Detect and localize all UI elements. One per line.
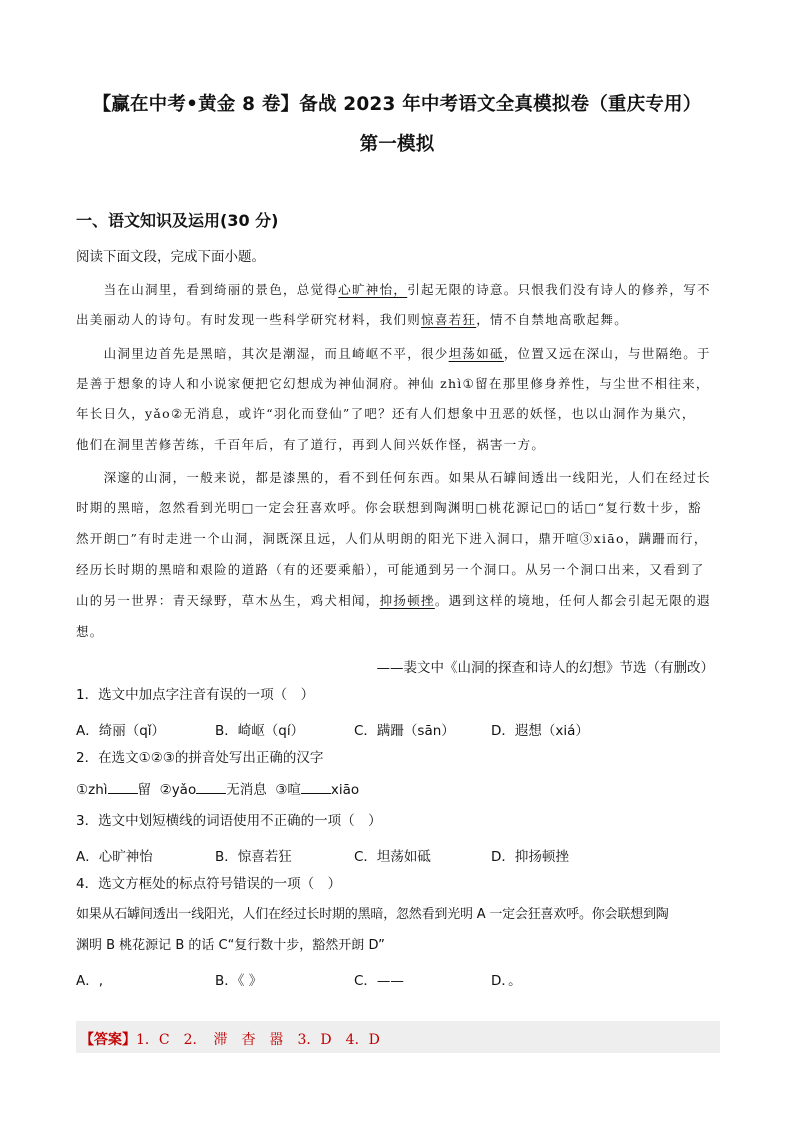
q4-option-a[interactable]: A．, [76,973,104,989]
passage-line: 年长日久，yǎo②无消息，或许“羽化而登仙”了吧？还有人们想象中丑恶的妖怪，也以山洞作为巢穴， [76,406,696,421]
q2-label-1: ①zhì [76,782,108,798]
underlined-phrase: 坦荡如砥 [448,346,504,361]
passage-line [76,593,711,609]
passage-line: 是善于想象的诗人和小说家便把它幻想成为神仙洞府。神仙 zhì①留在那里修身养性，与尘世不相往来， [76,376,710,391]
passage-text: ，位置又远在深山，与世隔绝。于 [503,346,711,361]
passage-line [76,346,711,362]
passage-text: ，情不自禁地高歌起舞。 [476,312,629,327]
document-title: 【赢在中考•黄金 8 卷】备战 2023 年中考语文全真模拟卷（重庆专用） [92,94,702,115]
underlined-phrase: 抑扬顿挫 [379,593,435,608]
q4-option-c[interactable]: C．—— [354,973,404,989]
underlined-phrase: 心旷神怡， [338,282,408,297]
q3-option-c[interactable]: C．坦荡如砥 [354,849,431,865]
answer-blank-3[interactable] [301,781,331,794]
q3-option-d[interactable]: D．抑扬顿挫 [491,849,569,865]
q2-label-1b: 留 [137,782,151,798]
q4-option-b[interactable]: B．《 》 [215,973,263,989]
answer-blank-2[interactable] [196,781,226,794]
passage-line [76,312,628,328]
q4-passage-line: 如果从石罅间透出一线阳光，人们在经过长时期的黑暗，忽然看到光明 A 一定会狂喜欢呼。你会联想到陶 [76,907,669,922]
reading-instruction: 阅读下面文段，完成下面小题。 [76,249,265,265]
passage-line: 时期的黑暗，忽然看到光明□一定会狂喜欢呼。你会联想到陶渊明□桃花源记□的话□“复行数十步，豁 [76,500,702,515]
section-heading: 一、语文知识及运用(30 分) [76,211,279,230]
passage-line [76,282,711,298]
passage-line: 他们在洞里苦修苦练，千百年后，有了道行，再到人间兴妖作怪，祸害一方。 [76,437,546,452]
q3-option-b[interactable]: B．惊喜若狂 [215,849,292,865]
question-4: 4．选文方框处的标点符号错误的一项（ ） [76,876,342,892]
passage-text: 山洞里边首先是黑暗，其次是潮湿，而且崎岖不平，很少 [76,346,449,361]
q2-label-3: ③喧 [275,782,301,798]
question-2: 2．在选文①②③的拼音处写出正确的汉字 [76,750,324,766]
passage-text: 引起无限的诗意。只恨我们没有诗人的修养，写不 [407,282,711,297]
answer-blank-1[interactable] [108,781,138,794]
passage-line: 然开朗□”有时走进一个山洞，洞既深且远，人们从明朗的阳光下进入洞口，鼎开喧③xiāo，蹒跚而行， [76,531,708,546]
q1-option-a[interactable]: A．绮丽（qǐ） [76,723,166,739]
q2-label-2b: 无消息 [226,782,267,798]
passage-line: 深邃的山洞，一般来说，都是漆黑的，看不到任何东西。如果从石罅间透出一线阳光，人们在经过长 [76,470,711,485]
answer-box [76,1021,720,1053]
underlined-phrase: 惊喜若狂 [421,312,477,327]
q1-option-d[interactable]: D．遐想（xiá） [491,723,589,739]
passage-text: 出美丽动人的诗句。有时发现一些科学研究材料，我们则 [76,312,422,327]
passage-text: 。遇到这样的境地，任何人都会引起无限的遐 [434,593,711,608]
q1-option-c[interactable]: C．蹒跚（sān） [354,723,455,739]
passage-line: 经历长时期的黑暗和艰险的道路（有的还要乘船），可能通到另一个洞口。从另一个洞口出来，又看到了 [76,562,705,577]
q4-passage-line: 渊明 B 桃花源记 B 的话 C“复行数十步，豁然开朗 D” [76,938,385,953]
q4-option-d[interactable]: D．。 [491,973,522,989]
answer-label: 【答案】 [80,1032,136,1048]
passage-line: 想。 [76,624,104,639]
answer-text [80,1029,380,1049]
question-3: 3．选文中划短横线的词语使用不正确的一项（ ） [76,813,382,829]
q3-option-a[interactable]: A．心旷神怡 [76,849,153,865]
document-subtitle: 第一模拟 [359,134,435,155]
q1-option-b[interactable]: B．崎岖（qí） [215,723,305,739]
question-1: 1．选文中加点字注音有误的一项（ ） [76,687,315,703]
passage-text: 当在山洞里，看到绮丽的景色，总觉得 [76,282,339,297]
q2-fill-line [76,781,359,798]
answer-content: 1．C 2． 滞 杳 嚣 3．D 4．D [136,1032,380,1048]
passage-source: ——裴文中《山洞的探查和诗人的幻想》节选（有删改） [376,660,714,676]
q2-label-2: ②yǎo [159,782,197,798]
q2-label-3b: xiāo [330,782,360,798]
passage-text: 山的另一世界：青天绿野，草木丛生，鸡犬相闻， [76,593,380,608]
